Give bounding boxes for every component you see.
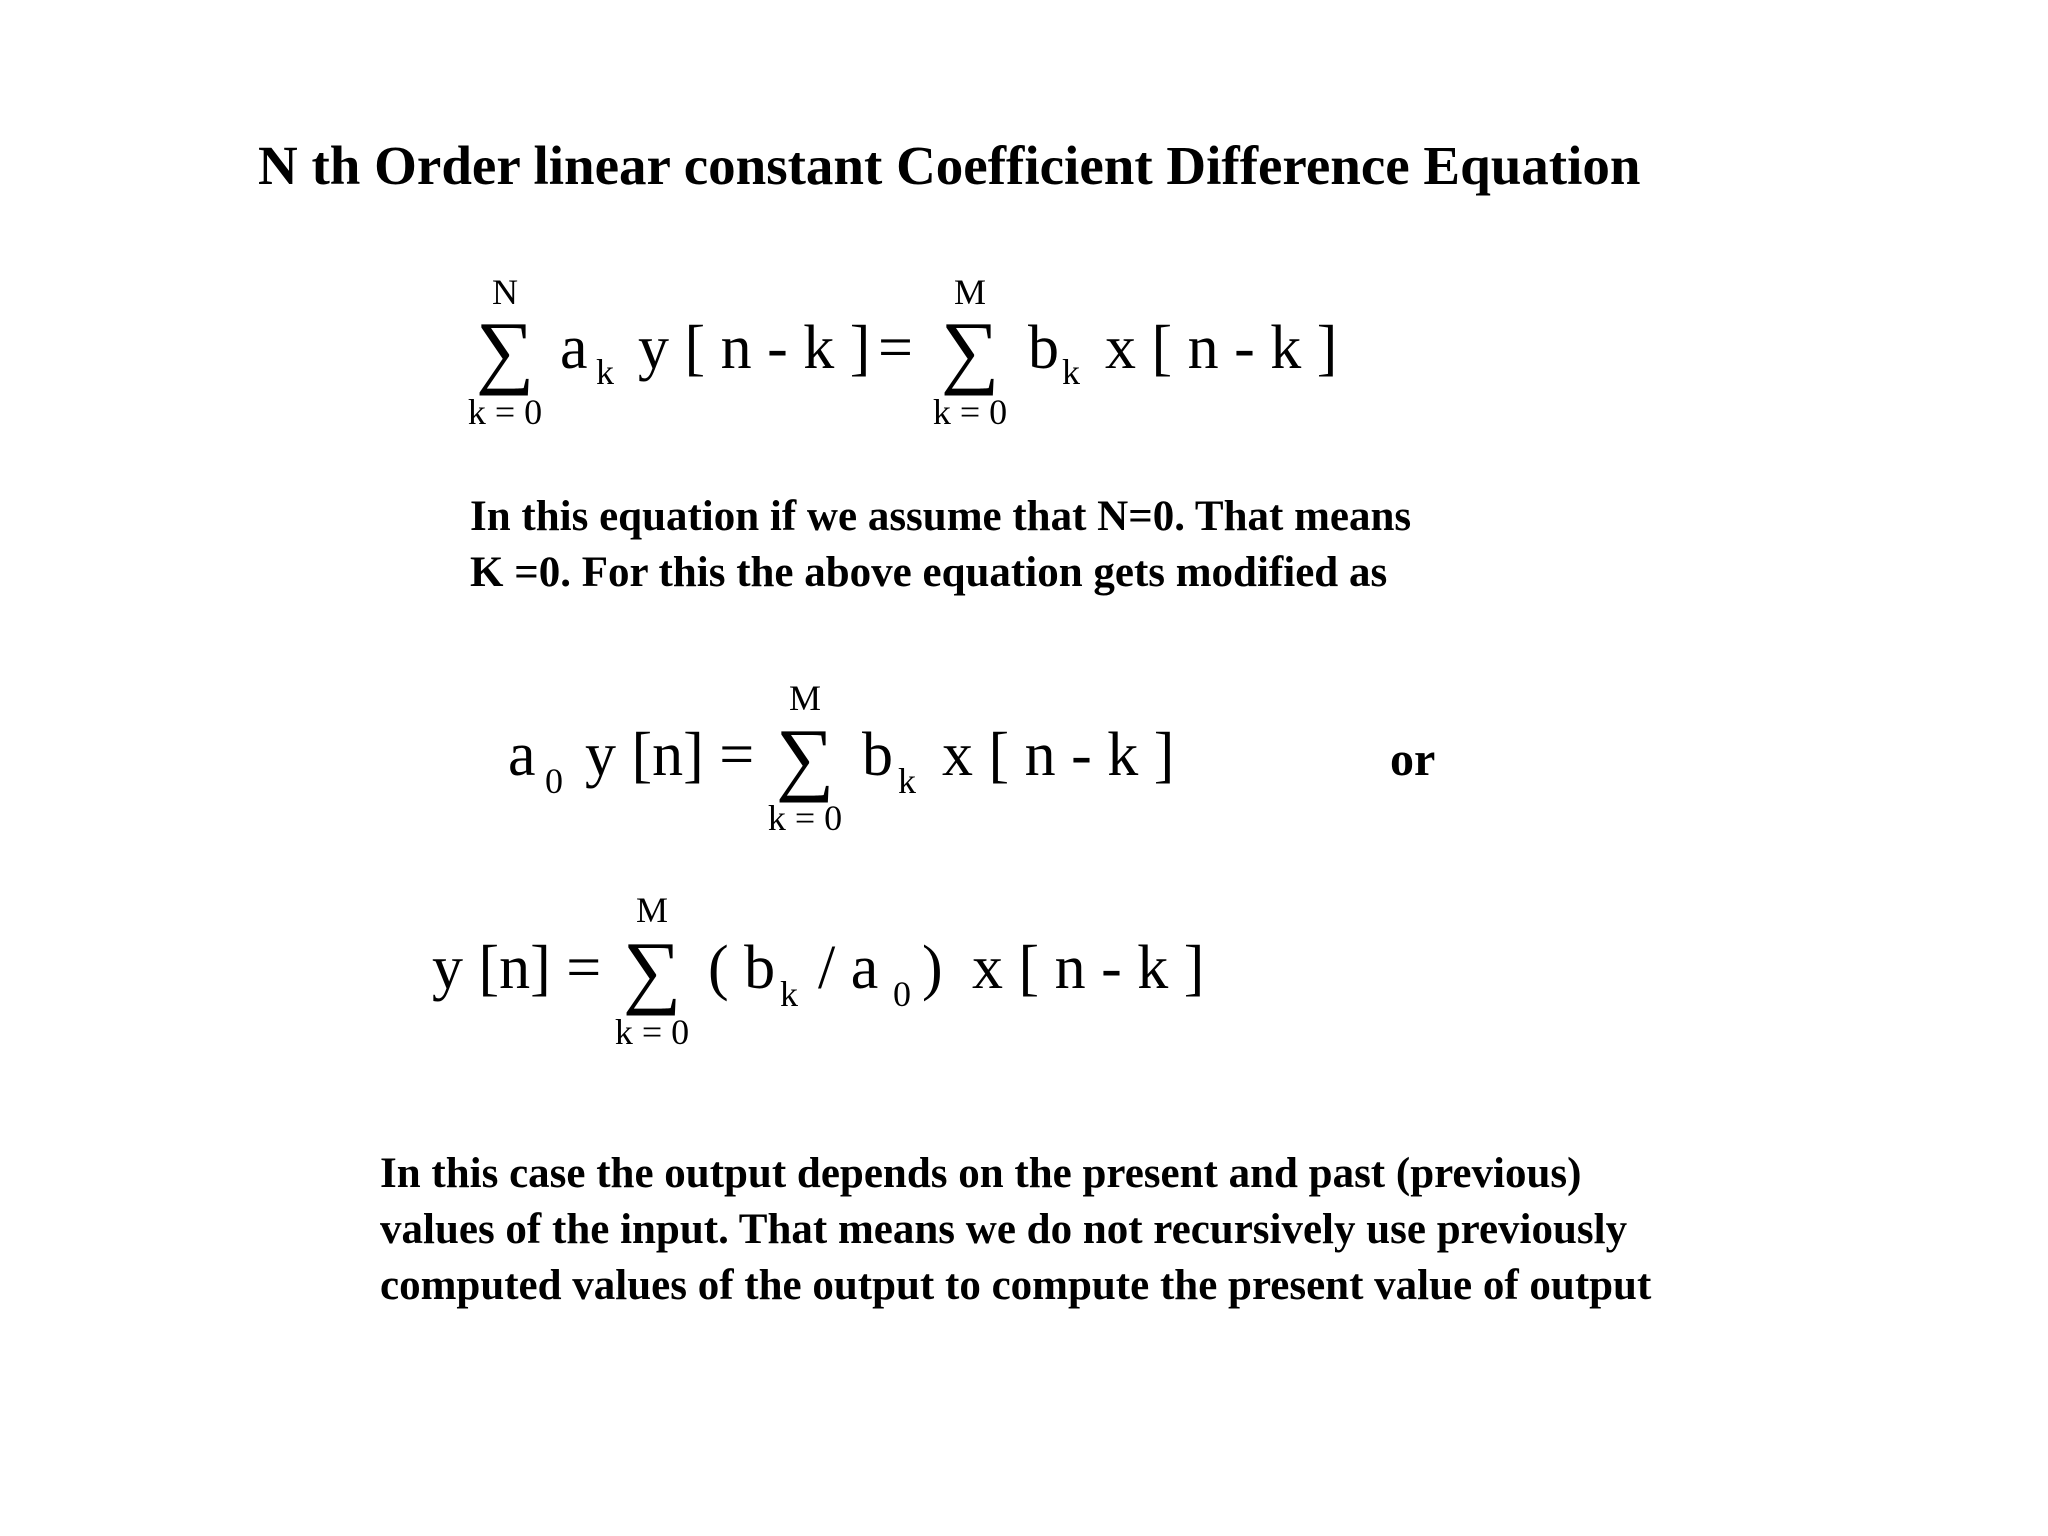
eq1-sigma-2: ∑ [940, 305, 1000, 396]
eq1-a-sub-k: k [596, 352, 614, 392]
eq2-b-sub-k: k [898, 761, 916, 801]
paragraph-2-line-2: values of the input. That means we do not recursively use previously [380, 1206, 1628, 1253]
eq1-sum1-upper: N [492, 272, 518, 312]
eq3-slash-a: / a [818, 934, 879, 1002]
explanation-paragraph-2 [380, 1146, 1651, 1314]
page-title: N th Order linear constant Coefficient Difference Equation [258, 135, 1641, 196]
paragraph-2-line-1: In this case the output depends on the present and past (previous) [380, 1150, 1582, 1197]
eq1-b-sub-k: k [1062, 352, 1080, 392]
eq3-sigma: ∑ [622, 925, 682, 1016]
eq2-a: a [508, 721, 536, 789]
paragraph-1-line-1: In this equation if we assume that N=0. That means [470, 493, 1412, 540]
eq1-sum1-lower: k = 0 [467, 392, 543, 432]
eq3-b-sub-k: k [780, 974, 798, 1014]
eq1-rhs-term: x [ n - k ] [1105, 314, 1338, 382]
eq2-lhs-term: y [n] = [585, 721, 755, 789]
or-label: or [1390, 733, 1436, 786]
eq3-sum-upper: M [635, 890, 669, 930]
eq1-a: a [560, 314, 588, 382]
eq2-sum-upper: M [788, 678, 822, 718]
eq3-close-paren: ) [922, 934, 943, 1002]
eq1-b: b [1028, 314, 1059, 382]
eq2-sum-lower: k = 0 [767, 798, 843, 838]
paragraph-2-line-3: computed values of the output to compute the present value of output [380, 1262, 1652, 1309]
eq1-sum2-upper: M [953, 272, 987, 312]
eq2-b: b [862, 721, 893, 789]
eq1-sum2-lower: k = 0 [932, 392, 1008, 432]
paragraph-1-line-2: K =0. For this the above equation gets modified as [470, 549, 1388, 596]
eq3-sum-lower: k = 0 [614, 1012, 690, 1052]
eq2-a-sub-0: 0 [545, 761, 563, 801]
eq1-lhs-term: y [ n - k ] [638, 314, 871, 382]
eq3-a-sub-0: 0 [893, 974, 911, 1014]
eq3-rhs-term: x [ n - k ] [972, 934, 1205, 1002]
eq2-rhs-term: x [ n - k ] [942, 721, 1175, 789]
eq2-sigma: ∑ [775, 712, 835, 803]
eq1-sigma-1: ∑ [475, 305, 535, 396]
eq1-equals: = [878, 314, 913, 382]
eq3-open-paren-b: ( b [708, 934, 776, 1002]
eq3-lhs-term: y [n] = [432, 934, 602, 1002]
